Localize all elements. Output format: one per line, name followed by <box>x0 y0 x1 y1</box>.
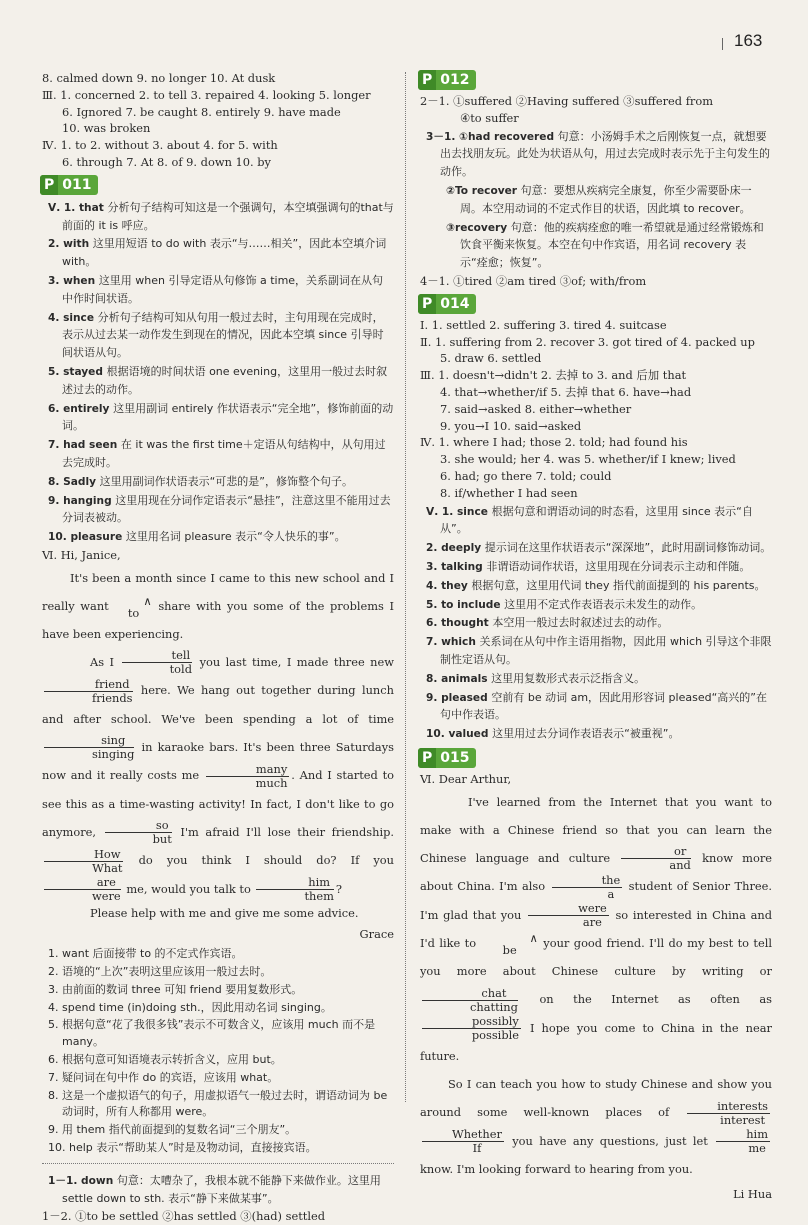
answer-line: 8. if/whether I had seen <box>440 485 578 500</box>
correction-mark: possibly possible <box>422 1015 521 1042</box>
answer-line: Ⅱ. 1. suffering from 2. recover 3. got tired of 4. packed up <box>420 334 755 349</box>
correction-notes <box>42 946 394 1157</box>
explanation-item: 9. hanging 这里用现在分词作定语表示“悬挂”，注意这里不能用过去分词表被动。 <box>48 493 391 525</box>
section-badge-012: P 012 <box>418 70 476 90</box>
explanation-item: 3－1. ①had recovered 句意：小汤姆手术之后刚恢复一点，就想要出去找朋友玩。此处为状语从句，用过去完成时表示先于主句发生的动作。 <box>426 129 770 179</box>
answer-line: 4－1. ①tired ②am tired ③of; with/from <box>420 273 647 288</box>
section-badge-015: P 015 <box>418 748 476 768</box>
correction-mark: Whether If <box>422 1128 504 1155</box>
explanation-item: 3. talking 非谓语动词作状语，这里用现在分词表示主动和伴随。 <box>426 559 751 573</box>
answer-line: 8. calmed down 9. no longer 10. At dusk <box>42 71 276 85</box>
correction-mark: How What <box>44 848 123 875</box>
explanation-item: 6. entirely 这里用副词 entirely 作状语表示“完全地”，修饰前面的动词。 <box>48 401 394 433</box>
answer-line: Ⅲ. 1. doesn't→didn't 2. 去掉 to 3. and 后加 that <box>420 368 687 383</box>
answer-line: 6. through 7. At 8. of 9. down 10. by <box>62 154 271 169</box>
correction-mark: many much <box>206 763 289 790</box>
note-item: 6. 根据句意可知语境表示转折含义，应用 but。 <box>48 1053 282 1066</box>
insert-mark: ∧ be <box>502 931 538 958</box>
explanation-item: 10. valued 这里用过去分词作表语表示“被重视”。 <box>426 727 680 741</box>
explanation-item: 4. they 根据句意，这里用代词 they 指代前面提到的 his parents。 <box>426 578 766 592</box>
answer-line: Ⅳ. 1. where I had; those 2. told; had found his <box>420 435 688 450</box>
section-v-explanations <box>42 199 394 546</box>
explanation-item: 7. which 关系词在从句中作主语用指物，因此用 which 引导这个非限制性定语从句。 <box>426 635 772 666</box>
note-item: 8. 这是一个虚拟语气的句子，用虚拟语气一般过去时，谓语动词为 be 动词时，所有人称都用 were。 <box>48 1088 388 1119</box>
section-badge-011: P 011 <box>40 175 98 195</box>
insert-mark: ∧ to <box>127 593 152 620</box>
section-separator <box>42 1163 394 1164</box>
correction-mark: him them <box>256 876 333 903</box>
answer-line: 7. said→asked 8. either→whether <box>440 401 632 416</box>
correction-mark: tell told <box>122 649 193 676</box>
explanation-item: 1－1. down 句意：太嘈杂了，我根本就不能静下来做作业。这里用 settle down to sth. 表示“静下来做某事”。 <box>48 1173 381 1205</box>
explanation-item: 4. since 分析句子结构可知从句用一般过去时，主句用现在完成时，表示从过去某一动作发生到现在的情况，因此本空填 since 引导时间状语从句。 <box>48 310 384 360</box>
answer-line: 2－1. ①suffered ②Having suffered ③suffered from <box>420 94 714 108</box>
explanation-item: 8. animals 这里用复数形式表示泛指含义。 <box>426 671 646 685</box>
note-item: 4. spend time (in)doing sth.，因此用动名词 singing。 <box>48 1000 332 1014</box>
note-item: 1. want 后面接带 to 的不定式作宾语。 <box>48 947 243 961</box>
letter-signature: Grace <box>359 927 394 942</box>
explanation-item: Ⅴ. 1. since 根据句意和谓语动词的时态看，这里用 since 表示“自从”。 <box>426 504 753 536</box>
explanation-item: 10. pleasure 这里用名词 pleasure 表示“令人快乐的事”。 <box>48 530 346 544</box>
left-column <box>42 70 394 1225</box>
note-item: 9. 用 them 指代前面提到的复数名词“三个朋友”。 <box>48 1123 297 1137</box>
correction-mark: or and <box>621 845 690 872</box>
answer-line: 9. you→I 10. said→asked <box>440 418 582 433</box>
explanation-item: 5. stayed 根据语境的时间状语 one evening，这里用一般过去时叙述过去的动作。 <box>48 364 388 396</box>
answer-line: ④to suffer <box>460 110 519 125</box>
explanation-item: 7. had seen 在 it was the first time＋定语从句结构中，从句用过去完成时。 <box>48 438 386 469</box>
column-divider <box>405 72 406 1102</box>
answer-line: Ⅲ. 1. concerned 2. to tell 3. repaired 4. looking 5. longer <box>42 87 371 102</box>
page-number-divider <box>722 38 723 50</box>
correction-mark: him me <box>716 1128 770 1155</box>
answer-line: 6. Ignored 7. be caught 8. entirely 9. have made <box>62 104 341 119</box>
correction-mark: friend friends <box>44 678 133 705</box>
correction-mark: were are <box>528 902 609 929</box>
explanation-item: 8. Sadly 这里用副词作状语表示“可悲的是”，修饰整个句子。 <box>48 474 354 488</box>
note-item: 7. 疑问词在句中作 do 的宾语，应该用 what。 <box>48 1070 279 1084</box>
explanation-item: 9. pleased 空前有 be 动词 am，因此用形容词 pleased“高兴的”在句中作表语。 <box>426 690 767 722</box>
explanation-item: 3. when 这里用 when 引导定语从句修饰 a time，关系副词在从句中作时间状语。 <box>48 273 384 305</box>
note-item: 3. 由前面的数词 three 可知 friend 要用复数形式。 <box>48 982 303 996</box>
correction-mark: interests interest <box>687 1100 770 1127</box>
letter-greeting: Hi, Janice, <box>60 547 121 562</box>
explanation-item: ②To recover 句意：要想从疾病完全康复，你至少需要卧床一周。本空用动词的不定式作目的状语，因此填 to recover。 <box>446 183 752 215</box>
explanation-item: 2. with 这里用短语 to do with 表示“与……相关”，因此本空填介词 with。 <box>48 237 387 269</box>
section-badge-014: P 014 <box>418 294 476 314</box>
answer-line: 10. was broken <box>62 121 151 136</box>
answer-line: 3. she would; her 4. was 5. whether/if I knew; lived <box>440 452 736 467</box>
note-item: 2. 语境的“上次”表明这里应该用一般过去时。 <box>48 965 272 979</box>
correction-letter-arthur: Ⅵ. Dear Arthur, I've learned from the Internet that you want to make with a Chinese friend so that you can learn the Chinese language and culture or and know more about China. I'm also the a student of Senior Three. I'm glad that you were are so interested in China and I'd like to ∧ be your good friend. I'll do my best to tell you more about Chinese culture by writing or chat chatting on the Internet as often as possibly possible I hope you come to China in the near future. So I can teach you how to study Chinese and show you around some well-known places of interests interest Whether If you have any questions, just let him me know. I'm looking forward to hearing from you. Li Hua <box>420 771 772 1205</box>
correction-mark: are were <box>44 876 121 903</box>
letter-greeting: Dear Arthur, <box>438 771 512 786</box>
answer-line: 4. that→whether/if 5. 去掉 that 6. have→had <box>440 384 692 399</box>
answer-line: 1－2. ①to be settled ②has settled ③(had) settled <box>42 1209 326 1224</box>
letter-signature: Li Hua <box>733 1187 772 1202</box>
answer-line: 5. draw 6. settled <box>440 351 542 366</box>
explanation-item: 2. deeply 提示词在这里作状语表示“深深地”，此时用副词修饰动词。 <box>426 541 772 555</box>
right-column <box>420 70 772 1205</box>
correction-mark: sing singing <box>44 734 134 761</box>
explanation-item: 6. thought 本空用一般过去时叙述过去的动作。 <box>426 616 669 630</box>
answer-line: Ⅰ. 1. settled 2. suffering 3. tired 4. suitcase <box>420 317 667 332</box>
explanation-item: Ⅴ. 1. that 分析句子结构可知这是一个强调句，本空填强调句的that与前面的 it is 呼应。 <box>48 200 394 232</box>
correction-mark: chat chatting <box>422 987 518 1014</box>
page-number: 163 <box>734 31 763 50</box>
answer-line: Ⅳ. 1. to 2. without 3. about 4. for 5. with <box>42 138 278 153</box>
answer-line: 6. had; go there 7. told; could <box>440 468 612 483</box>
correction-letter-janice: Ⅵ. Hi, Janice, It's been a month since I came to this new school and I really want ∧ to share with you some of the problems I have been experiencing. As I tell told you last time, I made three new friend friends here. We hang out together during lunch and after school. We've been spending a lot of time sing singing in karaoke bars. It's been three Saturdays now and it really costs me many much . And I started to see this as a time-wasting activity! In fact, I don't like to go anymore, so but I'm afraid I'll lose their friendship. How What do you think I should do? If you are were me, would you talk to him them ? Please help with me and give me some advice. Grace <box>42 547 394 945</box>
explanation-item: 5. to include 这里用不定式作表语表示未发生的动作。 <box>426 597 703 611</box>
correction-mark: the a <box>552 874 623 901</box>
note-item: 10. help 表示“帮助某人”时是及物动词，直接接宾语。 <box>48 1140 317 1154</box>
note-item: 5. 根据句意“花了我很多钱”表示不可数含义，应该用 much 而不是 many。 <box>48 1018 376 1049</box>
explanation-item: ③recovery 句意：他的疾病痊愈的唯一希望就是通过经常锻炼和饮食平衡来恢复。本空在句中作宾语，用名词 recovery 表示“痊愈；恢复”。 <box>446 220 764 270</box>
section-v-explanations-right <box>420 503 772 743</box>
correction-mark: so but <box>105 819 172 846</box>
